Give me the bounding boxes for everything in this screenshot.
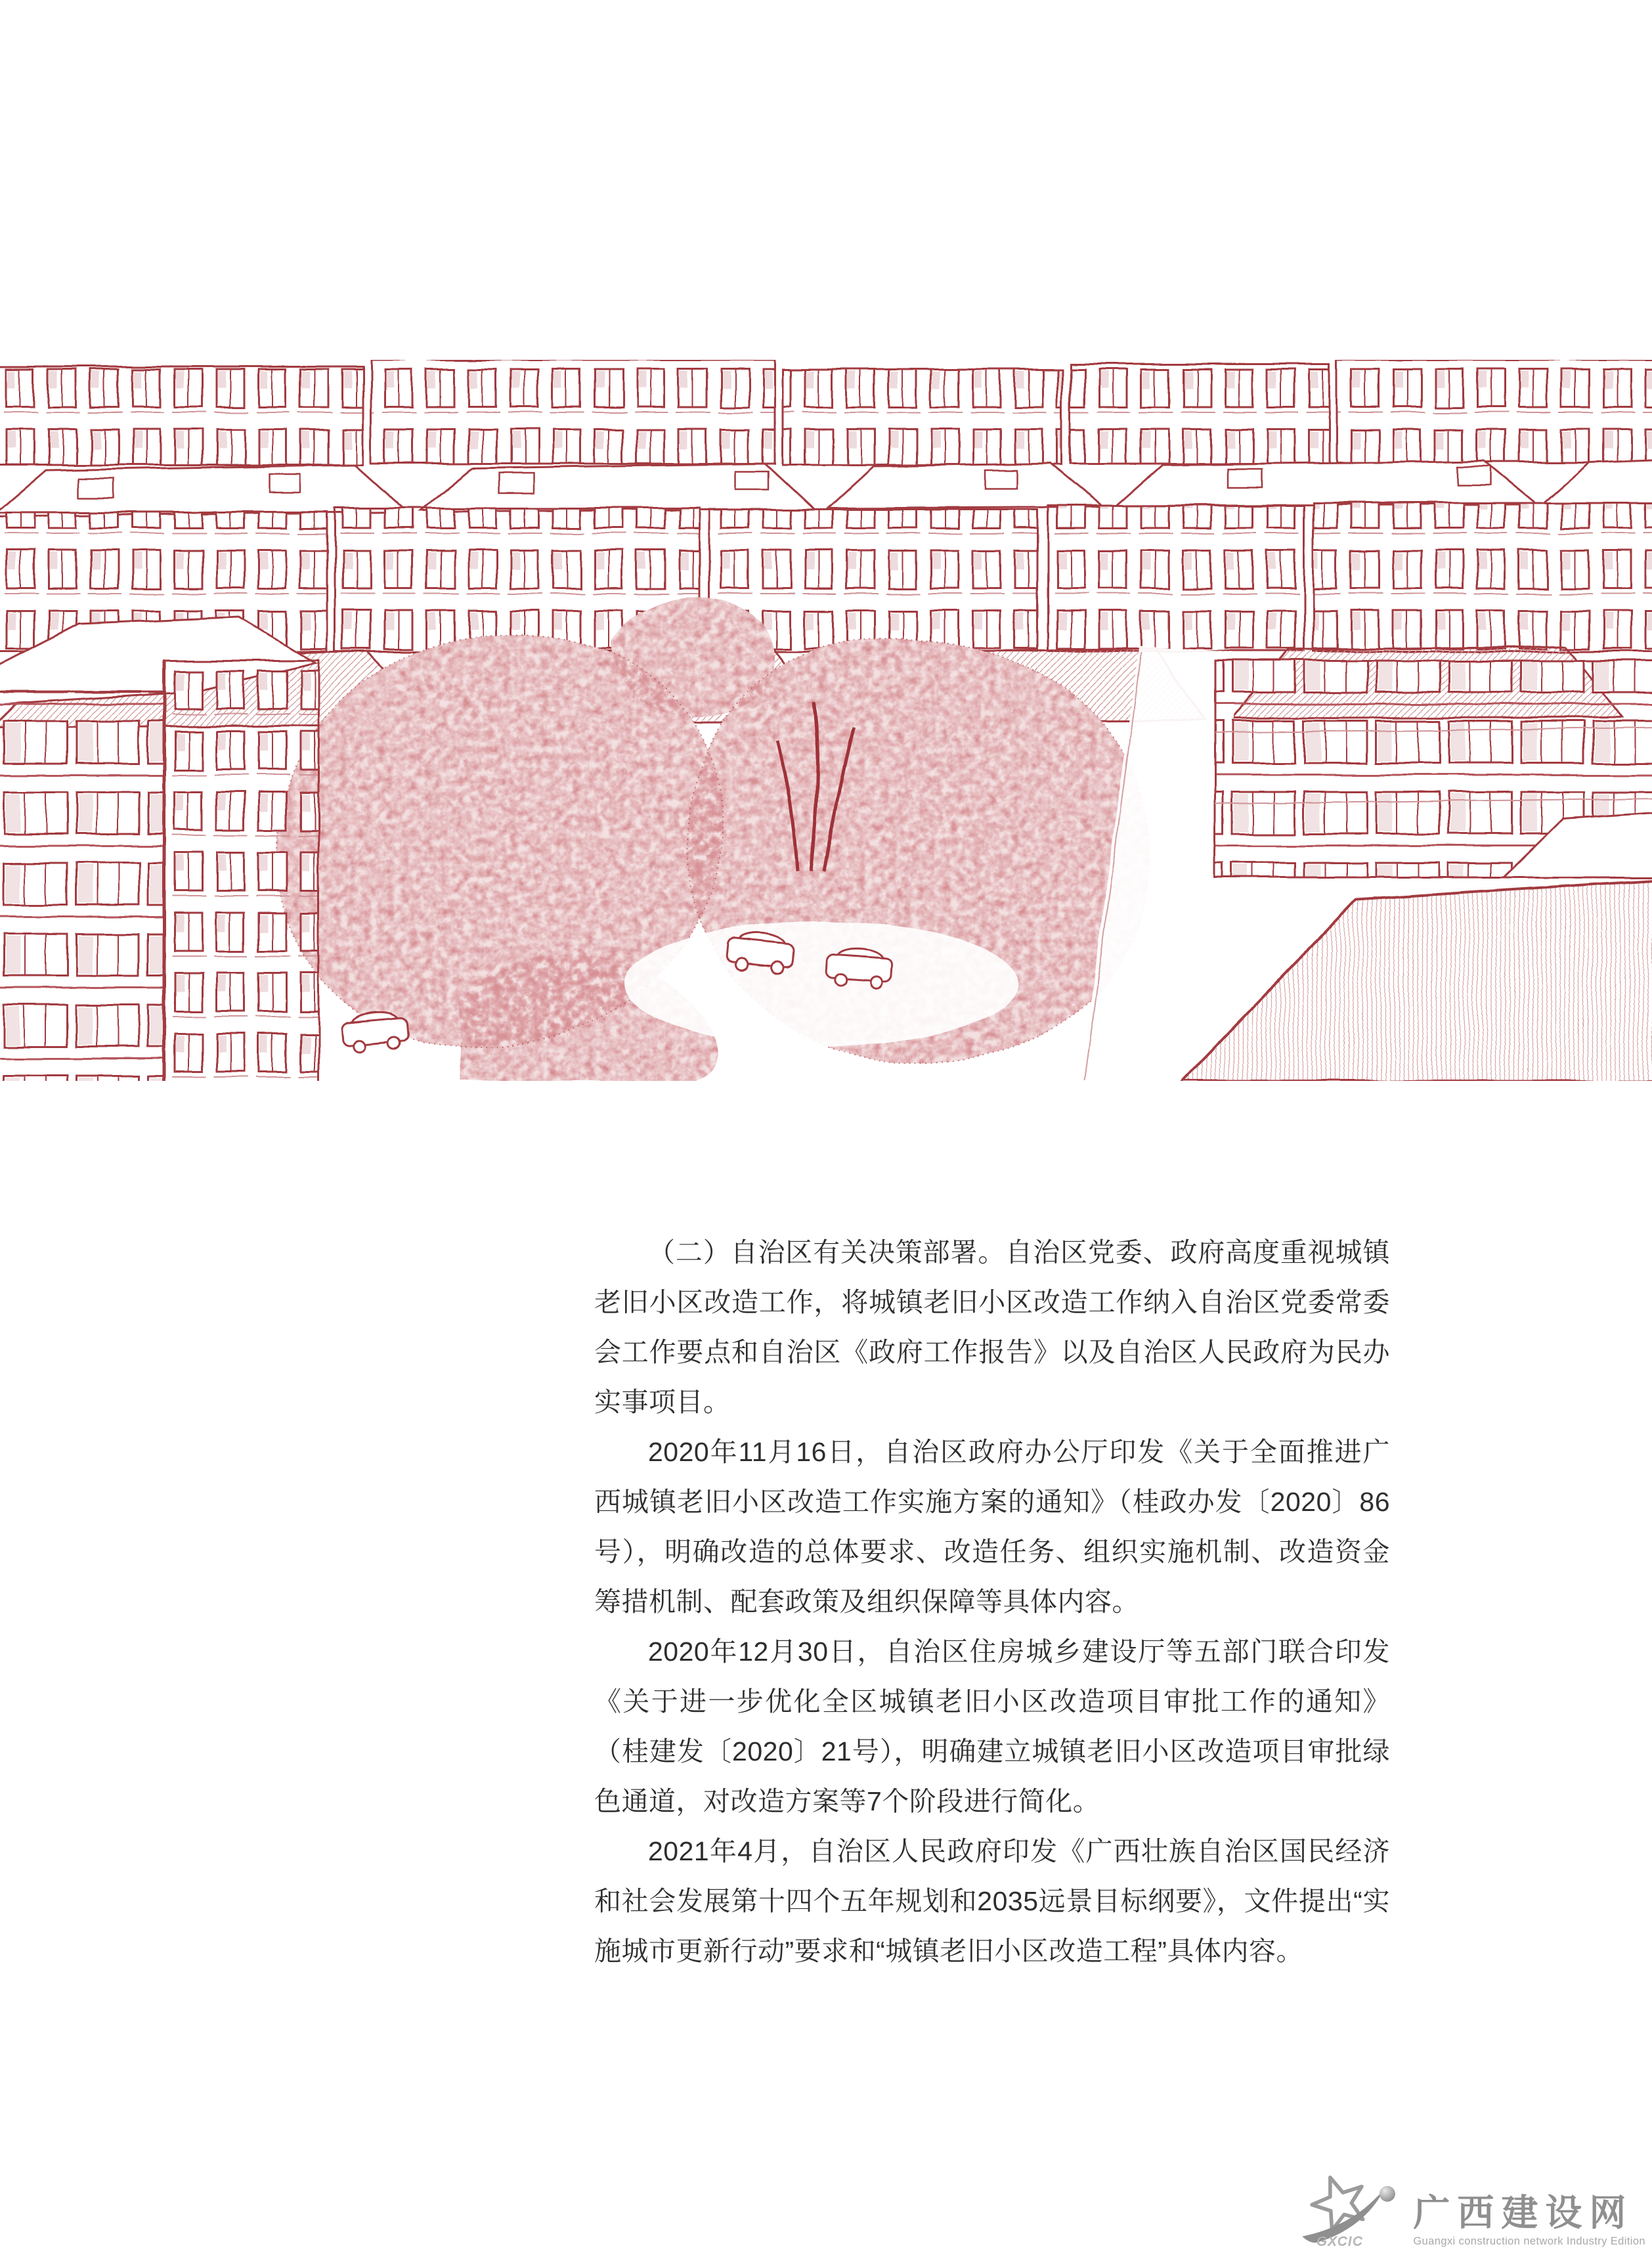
neighborhood-sketch-illustration <box>0 360 1652 1081</box>
paragraph-plan-2021-04: 2021年4月，自治区人民政府印发《广西壮族自治区国民经济和社会发展第十四个五年规划和2035远景目标纲要》，文件提出“实施城市更新行动”要求和“城镇老旧小区改造工程”具体内容。 <box>594 1836 1390 1966</box>
left-buildings <box>0 617 318 1081</box>
watermark-subtitle: Guangxi construction network Industry Edition <box>1413 2235 1645 2247</box>
far-building-row <box>0 360 1652 465</box>
gxcic-watermark <box>1296 2168 1645 2249</box>
watermark-text <box>1413 2195 1645 2249</box>
watermark-title: 广西建设网 <box>1413 2193 1634 2234</box>
logo-acronym: GXCIC <box>1316 2234 1364 2249</box>
paragraph-decision-deployment: （二）自治区有关决策部署。自治区党委、政府高度重视城镇老旧小区改造工作，将城镇老旧小区改造工作纳入自治区党委常委会工作要点和自治区《政府工作报告》以及自治区人民政府为民办实事项目。 <box>594 1237 1390 1417</box>
right-buildings <box>1182 661 1652 1081</box>
paragraph-notice-2020-11-16: 2020年11月16日，自治区政府办公厅印发《关于全面推进广西城镇老旧小区改造工作实施方案的通知》（桂政办发〔2020〕86号），明确改造的总体要求、改造任务、组织实施机制、改造资金筹措机制、配套政策及组织保障等具体内容。 <box>594 1437 1390 1617</box>
paragraph-notice-2020-12-30: 2020年12月30日，自治区住房城乡建设厅等五部门联合印发《关于进一步优化全区城镇老旧小区改造项目审批工作的通知》（桂建发〔2020〕21号），明确建立城镇老旧小区改造项目审批绿色通道，对改造方案等7个阶段进行简化。 <box>594 1636 1390 1816</box>
neighborhood-sketch-image <box>0 360 1652 1081</box>
body-text-block <box>594 1227 1390 1976</box>
gxcic-star-logo-icon <box>1296 2168 1402 2249</box>
sphere-shape <box>1380 2186 1395 2202</box>
